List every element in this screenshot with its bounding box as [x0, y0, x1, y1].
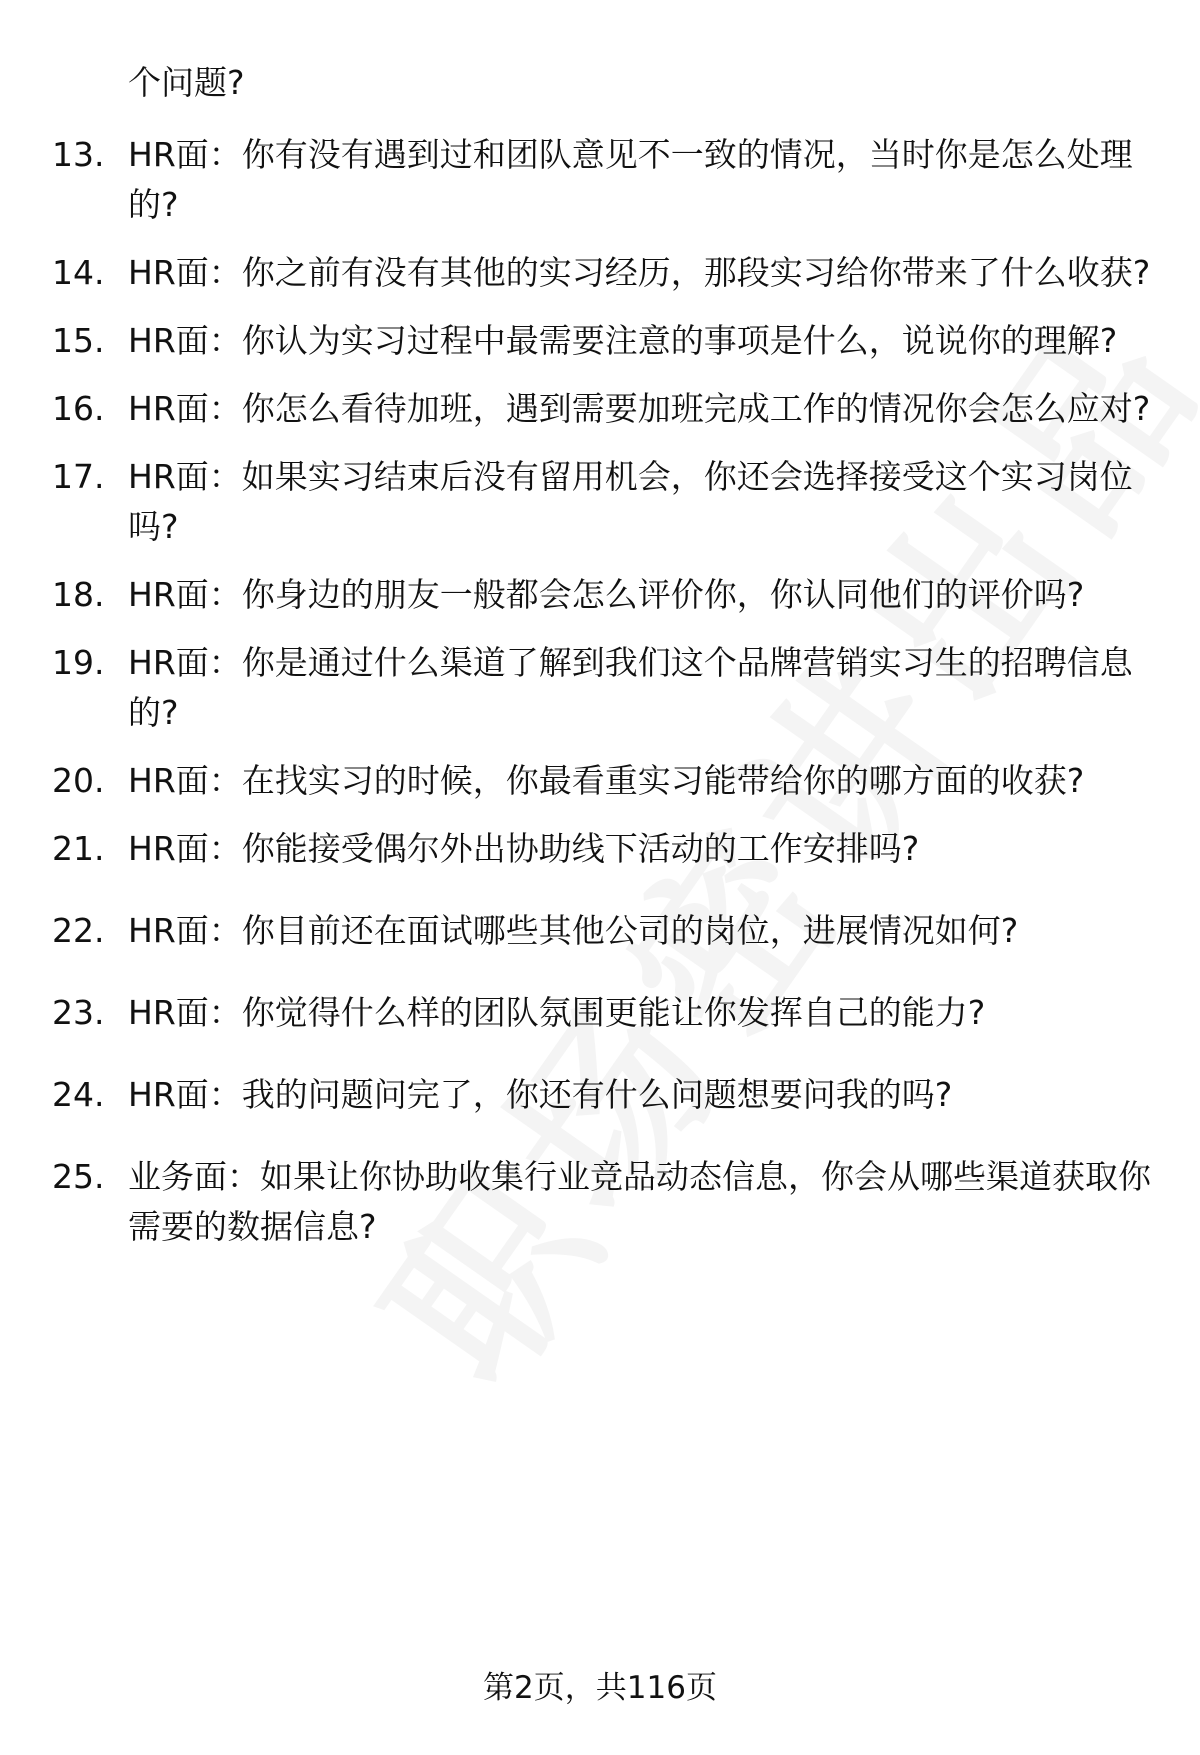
question-number: 20.: [52, 761, 105, 800]
question-item-20: [0, 756, 1200, 806]
question-number: 21.: [52, 829, 105, 868]
question-item-18: [0, 570, 1200, 620]
question-item-14: [0, 248, 1200, 298]
question-item-23: [0, 988, 1200, 1038]
question-text: HR面：你能接受偶尔外出协助线下活动的工作安排吗?: [128, 829, 920, 868]
question-item-16: [0, 384, 1200, 434]
question-text: HR面：你觉得什么样的团队氛围更能让你发挥自己的能力?: [128, 993, 986, 1032]
question-text: HR面：你有没有遇到过和团队意见不一致的情况，当时你是怎么处理的?: [128, 135, 1133, 224]
question-text: HR面：你认为实习过程中最需要注意的事项是什么，说说你的理解?: [128, 321, 1118, 360]
question-text: HR面：在找实习的时候，你最看重实习能带给你的哪方面的收获?: [128, 761, 1085, 800]
question-number: 13.: [52, 135, 105, 174]
question-text: HR面：你之前有没有其他的实习经历，那段实习给你带来了什么收获?: [128, 253, 1151, 292]
question-number: 19.: [52, 643, 105, 682]
question-list: [0, 130, 1200, 1252]
question-number: 17.: [52, 457, 105, 496]
question-number: 16.: [52, 389, 105, 428]
question-text: 业务面：如果让你协助收集行业竞品动态信息，你会从哪些渠道获取你需要的数据信息?: [128, 1157, 1151, 1246]
continuation-text: 个问题?: [128, 63, 245, 102]
question-number: 14.: [52, 253, 105, 292]
question-item-21: [0, 824, 1200, 874]
question-text: HR面：你身边的朋友一般都会怎么评价你，你认同他们的评价吗?: [128, 575, 1085, 614]
question-text: HR面：我的问题问完了，你还有什么问题想要问我的吗?: [128, 1075, 953, 1114]
question-number: 25.: [52, 1157, 105, 1196]
question-item-19: [0, 638, 1200, 738]
question-item-13: [0, 130, 1200, 230]
question-item-15: [0, 316, 1200, 366]
question-number: 15.: [52, 321, 105, 360]
question-item-25: [0, 1152, 1200, 1252]
question-item-24: [0, 1070, 1200, 1120]
question-text: HR面：如果实习结束后没有留用机会，你还会选择接受这个实习岗位吗?: [128, 457, 1133, 546]
question-text: HR面：你是通过什么渠道了解到我们这个品牌营销实习生的招聘信息的?: [128, 643, 1133, 732]
question-number: 22.: [52, 911, 105, 950]
page-footer: 第2页，共116页: [483, 1670, 717, 1706]
question-item-17: [0, 452, 1200, 552]
question-number: 23.: [52, 993, 105, 1032]
question-text: HR面：你怎么看待加班，遇到需要加班完成工作的情况你会怎么应对?: [128, 389, 1151, 428]
question-text: HR面：你目前还在面试哪些其他公司的岗位，进展情况如何?: [128, 911, 1019, 950]
question-item-22: [0, 906, 1200, 956]
question-number: 18.: [52, 575, 105, 614]
question-number: 24.: [52, 1075, 105, 1114]
